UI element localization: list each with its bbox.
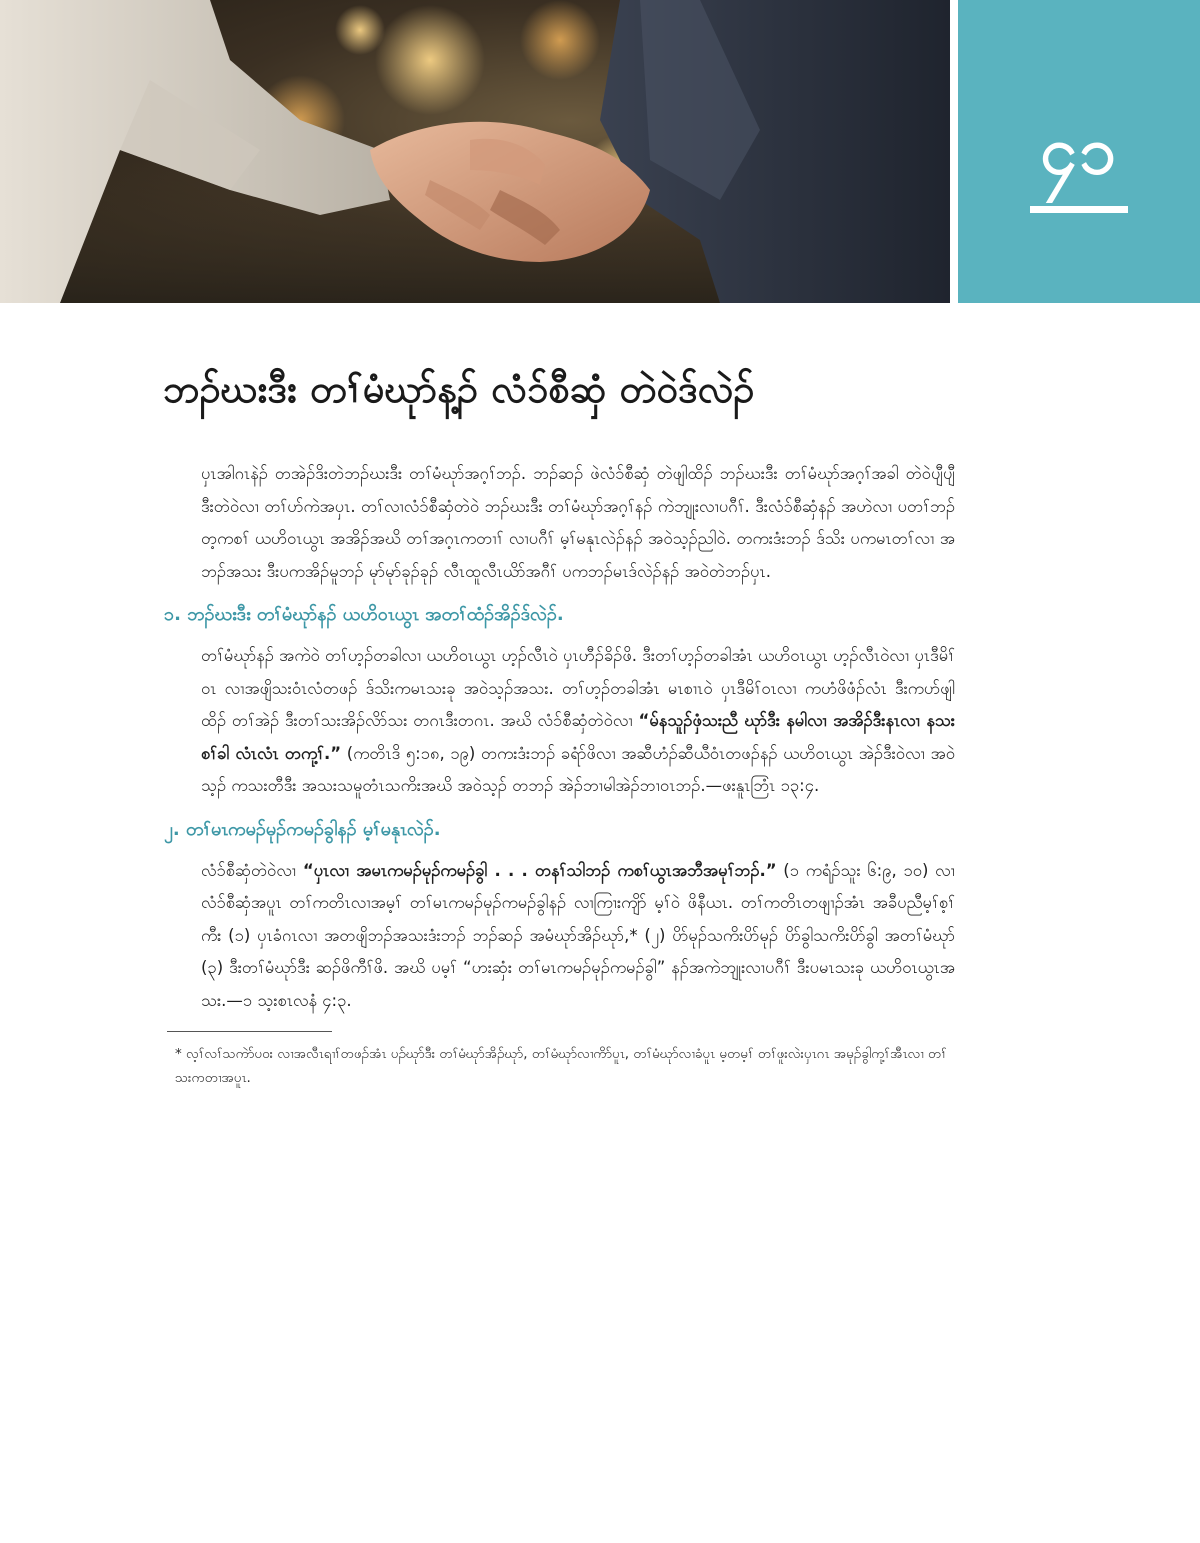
holding-hands-illustration bbox=[0, 0, 950, 303]
lesson-number-underline bbox=[1030, 206, 1128, 213]
section-2-paragraph bbox=[175, 855, 955, 1018]
lesson-number-box bbox=[958, 0, 1200, 303]
section-2-quote: “ပှၤလၢ အမၤကမၣ်မုၣ်ကမၣ်ခွါ . . . တနၢ်သါဘၣ် ကစၢ်ယွၤအဘီအမုၢ်ဘၣ်.” bbox=[302, 860, 777, 880]
section-2-heading: ၂. တၢ်မၤကမၣ်မုၣ်ကမၣ်ခွါနၣ် မ့ၢ်မနုၤလဲၣ်. bbox=[164, 818, 441, 840]
footnote: * လ့ၢ်လၢ်သကဲာ်ပဝး လၢအလီၤရၢၢ်တဖၣ်အံၤ ပၣ်ဃုာ်ဒီး တၢ်မံဃုာ်အိၣ်ဃုာ်, တၢ်မံဃုာ်လၢကိာ်ပူၤ, တၢ်မံဃုာ်လၢခံပူၤ မ့တမ့ၢ် တၢ်ဖူးလဲးပှၤဂၤ အမုၣ်ခွါကု့ၢ်အီၤလၢ တၢ်သးကတၢအပူၤ. bbox=[175, 1046, 947, 1086]
section-1-text: တၢ်မံဃုာ်နၣ် အကဲဝဲ တၢ်ဟ့ၣ်တခါလၢ ယဟိဝၤယွၤ ဟ့ၣ်လီၤဝဲ ပှၤဟီၣ်ခိၣ်ဖိ. ဒီးတၢ်ဟ့ၣ်တခါအံၤ ယဟိဝၤယွၤ ဟ့ၣ်လီၤဝဲလၢ ပှၤဒီမိၢ်ဝၤ လၢအဖျိသးဝံၤလံတဖၣ် ဒ်သိးကမၤသးခု အဝဲသ့ၣ်အသး. တၢ်ဟ့ၣ်တခါအံၤ မၤစၢၤဝဲ ပှၤဒီမိၢ်ဝၤလၢ ကဟံဖိဖံၣ်လံၤ ဒီးကပာ်ဖျါထိၣ် တၢ်အဲၣ် ဒီးတၢ်သးအိၣ်လိာ်သး တဂၤဒီးတဂၤ. အဃိ လံၥ်စီဆှံတဲဝဲလၢ bbox=[201, 646, 955, 730]
section-1-paragraph bbox=[175, 640, 955, 803]
article-body bbox=[164, 458, 956, 1090]
footnote-divider bbox=[167, 1031, 332, 1032]
section-1-heading: ၁. ဘၣ်ဃးဒီး တၢ်မံဃုာ်နၣ် ယဟိဝၤယွၤ အတၢ်ထံၣ်အိၣ်ဒ်လဲၣ်. bbox=[164, 604, 564, 625]
page-title: ဘၣ်ဃးဒီး တၢ်မံဃုာ်န့ၣ် လံၥ်စီဆှံ တဲဝဲဒ်လဲၣ် bbox=[163, 367, 755, 411]
lesson-number: ၄၁ bbox=[1039, 112, 1119, 189]
section-1-quote: “မ်နသူၣ်ဖှံသးညီ ဃုာ်ဒီး နမါလၢ အအိၣ်ဒီးနၤလၢ နသးစၢ်ခါ လံၤလံၤ တကု့ၢ်.” bbox=[201, 711, 956, 763]
intro-paragraph: ပှၤအါဂၤနဲၣ် တအဲၣ်ဒိးတဲဘၣ်ဃးဒီး တၢ်မံဃုာ်အဂ့ၢ်ဘၣ်. ဘၣ်ဆၣ် ဖဲလံၥ်စီဆှံ တဲဖျါထိၣ် ဘၣ်ဃးဒီး တၢ်မံဃုာ်အဂ့ၢ်အခါ တဲဝဲပျီပျီ ဒီးတဲဝဲလၢ တၢ်ပာ်ကဲအပှၤ. တၢ်လၢလံၥ်စီဆှံတဲဝဲ ဘၣ်ဃးဒီး တၢ်မံဃုာ်အဂ့ၢ်နၣ် ကဲဘျုးလၢပဂီၢ်. ဒီးလံၥ်စီဆှံနၣ် အဟဲလၢ ပတၢ်ဘၣ်တ့ကစၢ် ယဟိဝၤယွၤ အအိၣ်အဃိ တၢ်အဂ့ၤကတၢၢ် လၢပဂီၢ် မ့ၢ်မနုၤလဲၣ်နၣ် အဝဲသ့ၣ်ညါဝဲ. တကးဒံးဘၣ် ဒ်သိး ပကမၤတၢ်လၢ အဘၣ်အသး ဒီးပကအိၣ်မူဘၣ် မုာ်မုာ်ခုၣ်ခုၣ် လီၤထူလီၤယိာ်အဂီၢ် ပကဘၣ်မၤဒ်လဲၣ်နၣ် အဝဲတဲဘၣ်ပှၤ. bbox=[201, 464, 955, 581]
section-1-text-cont: (ကတိၤဒိ ၅:၁၈, ၁၉) တကးဒံးဘၣ် ခရံာ်ဖိလၢ အဆီဟံၣ်ဆီယီဝံၤတဖၣ်နၣ် ယဟိဝၤယွၤ အဲၣ်ဒီးဝဲလၢ အဝဲသ့ၣ် ကသးတီဒီး အသးသမူတံၤသကိးအဃိ အဝဲသ့ၣ် တဘၣ် အဲၣ်ဘၢမါအဲၣ်ဘၢဝၤဘၣ်.—ဖးနူၤဘြံၤ ၁၃:၄. bbox=[201, 743, 955, 795]
section-2-text-cont: (၁ ကရံၣ်သူး ၆:၉, ၁၀) လၢလံၥ်စီဆှံအပူၤ တၢ်ကတိၤလၢအမ့ၢ် တၢ်မၤကမၣ်မုၣ်ကမၣ်ခွါနၣ် လၢကြၢးကျိာ် မ့ၢ်ဝဲ ဖိနီယၤ. တၢ်ကတိၤတဖျၢၣ်အံၤ အခီပညီမ့ၢ်စ့ၢ်ကီး (၁) ပှၤခံဂၤလၢ အတဖျိဘၣ်အသးဒံးဘၣ် ဘၣ်ဆၣ် အမံဃုာ်အိၣ်ဃုာ်,* (၂) ပိာ်မုၣ်သကိးပိာ်မုၣ် ပိာ်ခွါသကိးပိာ်ခွါ အတၢ်မံဃုာ် (၃) ဒီးတၢ်မံဃုာ်ဒီး ဆၣ်ဖိကီၢ်ဖိ. အဃိ ပမ့ၢ် “ဟးဆှံး တၢ်မၤကမၣ်မုၣ်ကမၣ်ခွါ” နၣ်အကဲဘျုးလၢပဂီၢ် ဒီးပမၤသးခု ယဟိဝၤယွၤအသး.—၁ သ့းစၤလနံ ၄:၃. bbox=[201, 860, 955, 1010]
hero-photo bbox=[0, 0, 950, 303]
section-2-text: လံၥ်စီဆှံတဲဝဲလၢ bbox=[201, 860, 303, 880]
